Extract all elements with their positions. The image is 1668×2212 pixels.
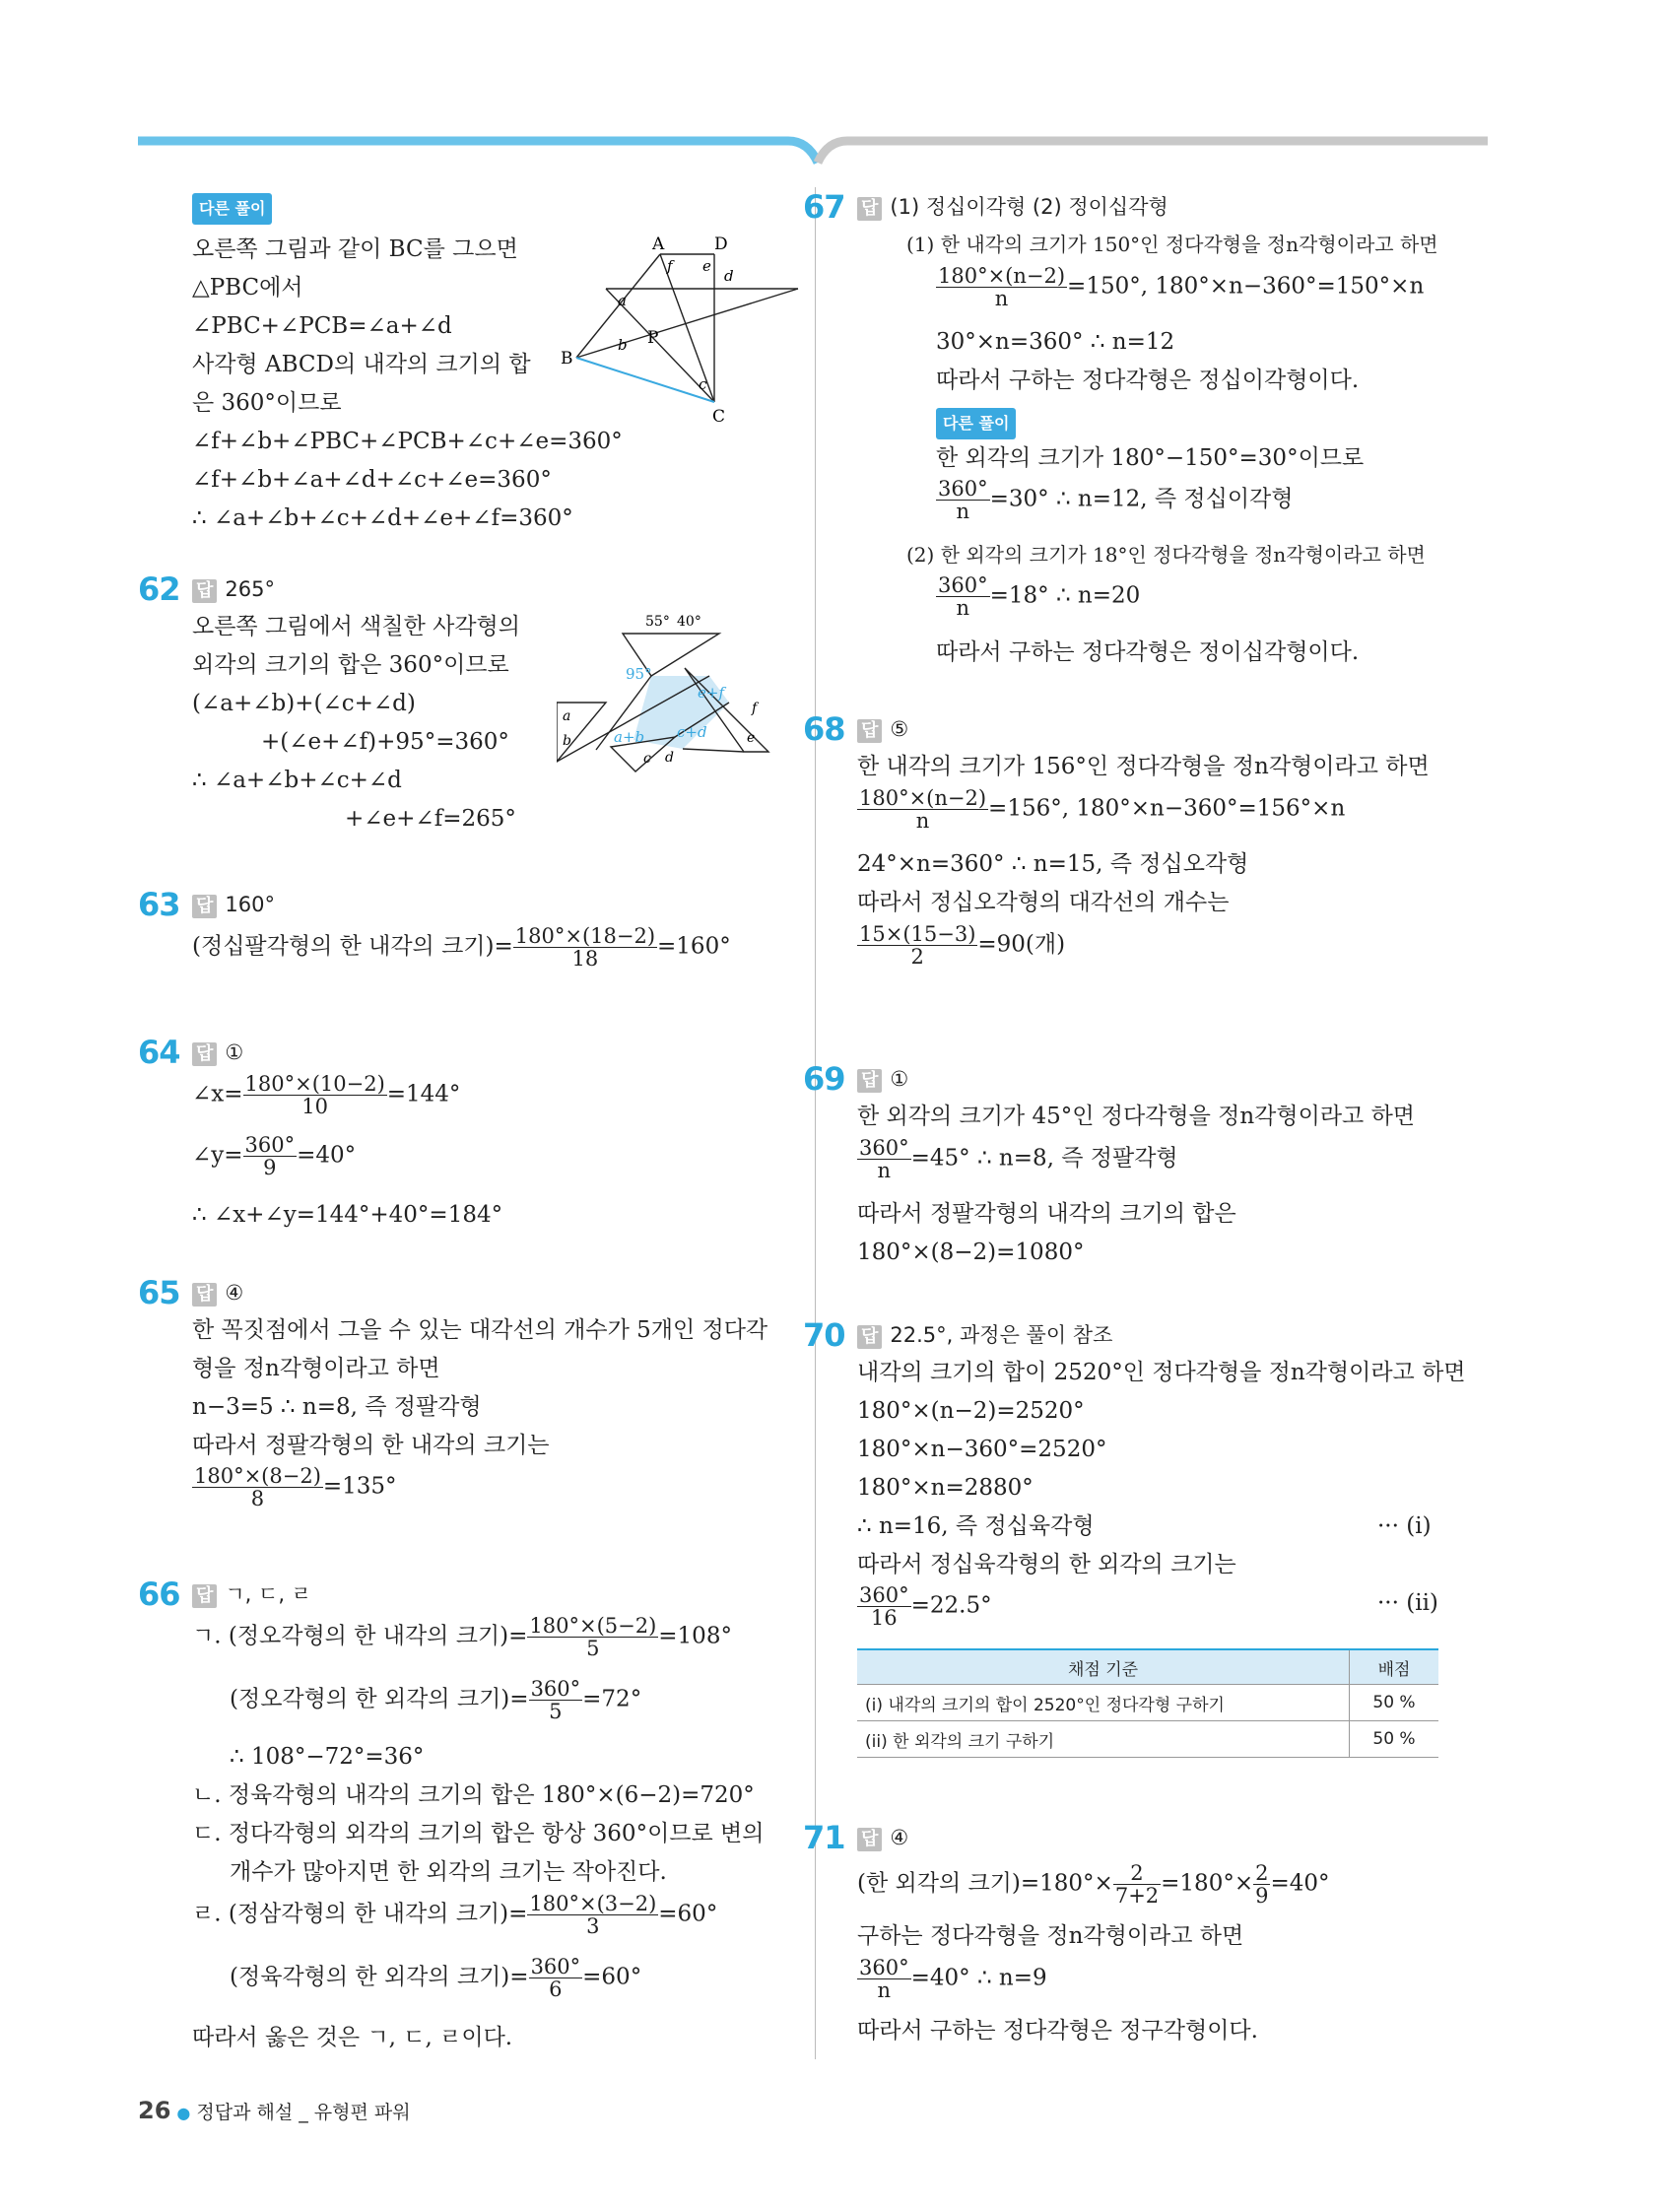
text-line: ㄴ. 정육각형의 내각의 크기의 합은 180°×(6−2)=720° (192, 1782, 755, 1808)
angle-ef: e+f (698, 684, 724, 702)
text-line: 따라서 정십오각형의 대각선의 개수는 (857, 890, 1230, 915)
text-line: 180°×(n−2)=2520° (857, 1398, 1085, 1424)
text-line: ∴ ∠a+∠b+∠c+∠d (192, 768, 402, 793)
lhs: ㄹ. (정삼각형의 한 내각의 크기)= (192, 1901, 528, 1927)
frac-den: 9 (1255, 1884, 1269, 1908)
angle-cd: c+d (677, 723, 707, 741)
text-line: 한 내각의 크기가 156°인 정다각형을 정n각형이라고 하면 (857, 754, 1430, 779)
frac-den: 5 (549, 1700, 563, 1723)
answer-tag: 답 (857, 1069, 882, 1093)
rhs: =40° (1270, 1870, 1330, 1897)
answer-tag: 답 (192, 895, 217, 918)
text-line: 한 꼭짓점에서 그을 수 있는 대각선의 개수가 5개인 정다각 (192, 1317, 768, 1343)
frac-den: 18 (571, 947, 599, 971)
answer: (1) 정십이각형 (2) 정이십각형 (890, 195, 1168, 219)
frac-num: 180°×(3−2) (529, 1892, 657, 1915)
frac-num: 2 (1255, 1861, 1269, 1885)
points-cell: 50 % (1350, 1685, 1439, 1721)
rhs: =40° (297, 1142, 357, 1169)
frac-den: 3 (586, 1914, 600, 1938)
rhs: =135° (322, 1473, 397, 1500)
rhs: =160° (657, 933, 731, 960)
frac-num: 360° (859, 1956, 909, 1979)
alt-solution-tag: 다른 풀이 (936, 408, 1016, 439)
page-number: 26 (138, 2097, 171, 2124)
text-line: 구하는 정다각형을 정n각형이라고 하면 (857, 1923, 1244, 1949)
text-line: 은 360°이므로 (192, 390, 342, 416)
text-line: 외각의 크기의 합은 360°이므로 (192, 652, 509, 678)
rhs: =45° ∴ n=8, 즉 정팔각형 (910, 1145, 1178, 1172)
frac-num: 360° (938, 573, 988, 597)
frac-num: 360° (859, 1583, 909, 1607)
answer: ⑤ (890, 717, 909, 741)
text-line: 한 외각의 크기가 180°−150°=30°이므로 (936, 445, 1365, 471)
angle-f: f (667, 257, 673, 275)
lhs: ∠x= (192, 1081, 243, 1107)
lhs: ㄱ. (정오각형의 한 내각의 크기)= (192, 1623, 528, 1649)
table-row (857, 1685, 1438, 1721)
grading-header-criteria: 채점 기준 (857, 1649, 1350, 1685)
frac-den: 10 (301, 1095, 328, 1118)
rhs: =150°, 180°×n−360°=150°×n (1067, 273, 1425, 300)
label-C: C (712, 407, 726, 427)
problem-number: 66 (138, 1575, 180, 1613)
frac-num: 180°×(n−2) (859, 786, 987, 810)
frac-den: 8 (250, 1487, 265, 1510)
page-footer (138, 2097, 411, 2124)
text-line: 따라서 구하는 정다각형은 정십이각형이다. (936, 368, 1360, 393)
text-line: +(∠e+∠f)+95°=360° (261, 729, 509, 755)
text-line: 내각의 크기의 합이 2520°인 정다각형을 정n각형이라고 하면 (857, 1360, 1466, 1385)
frac-num: 180°×(5−2) (529, 1614, 657, 1638)
frac-num: 360° (530, 1955, 581, 1978)
rhs: =108° (658, 1623, 732, 1649)
text-line: 사각형 ABCD의 내각의 크기의 합 (192, 352, 531, 377)
frac-num: 360° (530, 1677, 581, 1701)
frac-den: n (915, 809, 930, 833)
label-P: P (647, 328, 659, 348)
bullet-icon: ● (176, 2104, 191, 2122)
lhs: ∠y= (192, 1142, 243, 1169)
frac-den: n (994, 287, 1009, 310)
table-row (857, 1721, 1438, 1758)
frac-den: 7+2 (1114, 1884, 1160, 1908)
frac-num: 15×(15−3) (859, 922, 976, 946)
angle-a: a (563, 708, 571, 724)
frac-den: n (956, 596, 970, 620)
text-line: 오른쪽 그림과 같이 BC를 그으면 (192, 236, 518, 262)
text-line: 따라서 옳은 것은 ㄱ, ㄷ, ㄹ이다. (192, 2025, 513, 2050)
frac-num: 180°×(n−2) (938, 264, 1066, 288)
text-line: ∠f+∠b+∠a+∠d+∠c+∠e=360° (192, 467, 552, 493)
angle-a: a (618, 292, 627, 309)
frac-num: 180°×(8−2) (194, 1464, 321, 1488)
problem-number: 62 (138, 570, 180, 608)
answer: ㄱ, ㄷ, ㄹ (225, 1582, 311, 1606)
text-line: (1) 한 내각의 크기가 150°인 정다각형을 정n각형이라고 하면 (906, 233, 1438, 256)
criteria-cell: (i) 내각의 크기의 합이 2520°인 정다각형 구하기 (857, 1685, 1350, 1721)
lhs: (한 외각의 크기)=180°× (857, 1870, 1113, 1897)
text-line: △PBC에서 (192, 275, 303, 301)
text-line: ∴ ∠a+∠b+∠c+∠d+∠e+∠f=360° (192, 505, 573, 531)
problem-number: 70 (803, 1316, 845, 1354)
text-line: ∴ n=16, 즉 정십육각형 (857, 1513, 1095, 1539)
rhs: =60° (582, 1964, 642, 1990)
marker-ii: ··· (ii) (1377, 1590, 1438, 1616)
answer: 22.5°, 과정은 풀이 참조 (890, 1323, 1113, 1347)
rhs: =40° ∴ n=9 (910, 1965, 1047, 1991)
marker-i: ··· (i) (1377, 1513, 1432, 1539)
problem-number: 67 (803, 188, 845, 226)
text-line: ㄷ. 정다각형의 외각의 크기의 합은 항상 360°이므로 변의 (192, 1821, 765, 1846)
column-divider (815, 187, 816, 2059)
figure-61 (557, 230, 803, 427)
angle-55: 55° (645, 614, 670, 630)
frac-den: 16 (870, 1606, 898, 1630)
problem-number: 69 (803, 1060, 845, 1098)
frac-den: n (877, 1978, 892, 2002)
angle-40: 40° (677, 614, 701, 630)
text-line: 180°×n=2880° (857, 1475, 1034, 1501)
answer: ④ (225, 1281, 244, 1305)
answer-tag: 답 (857, 1828, 882, 1851)
figure-62 (557, 604, 783, 791)
text-line: 개수가 많아지면 한 외각의 크기는 작아진다. (230, 1859, 667, 1885)
angle-f: f (752, 701, 758, 716)
text-line: 180°×(8−2)=1080° (857, 1240, 1085, 1265)
answer-tag: 답 (192, 579, 217, 603)
answer-tag: 답 (192, 1584, 217, 1608)
text-line: 따라서 구하는 정다각형은 정이십각형이다. (936, 639, 1360, 665)
text-line: ∴ 108°−72°=36° (230, 1744, 425, 1770)
text-line: 30°×n=360° ∴ n=12 (936, 329, 1175, 355)
lhs: (정십팔각형의 한 내각의 크기)= (192, 933, 513, 960)
criteria-cell: (ii) 한 외각의 크기 구하기 (857, 1721, 1350, 1758)
angle-95: 95° (626, 665, 652, 683)
text-line: +∠e+∠f=265° (345, 806, 516, 832)
angle-c: c (699, 375, 707, 393)
frac-den: n (956, 500, 970, 523)
frac-den: 5 (586, 1637, 600, 1660)
frac-den: 2 (910, 945, 924, 969)
answer: ① (890, 1067, 909, 1091)
frac-num: 360° (938, 477, 988, 501)
text-line: 따라서 정팔각형의 한 내각의 크기는 (192, 1433, 550, 1458)
rhs: =144° (386, 1081, 461, 1107)
label-A: A (652, 235, 665, 254)
answer-tag: 답 (192, 1042, 217, 1066)
rhs: =22.5° (910, 1592, 992, 1619)
lhs: (정육각형의 한 외각의 크기)= (230, 1964, 529, 1990)
problem-number: 64 (138, 1034, 180, 1071)
text-line: (∠a+∠b)+(∠c+∠d) (192, 691, 416, 716)
text-line: (2) 한 외각의 크기가 18°인 정다각형을 정n각형이라고 하면 (906, 543, 1426, 567)
problem-number: 65 (138, 1274, 180, 1311)
mid: =180°× (1161, 1870, 1254, 1897)
angle-c: c (643, 751, 651, 767)
rhs: =90(개) (977, 931, 1066, 958)
problem-number: 68 (803, 710, 845, 748)
angle-ab: a+b (614, 728, 645, 746)
rhs: =60° (658, 1901, 718, 1927)
frac-den: 9 (263, 1156, 277, 1179)
angle-d: d (665, 750, 674, 766)
answer-tag: 답 (857, 1325, 882, 1349)
problem-number: 63 (138, 886, 180, 923)
text-line: 한 외각의 크기가 45°인 정다각형을 정n각형이라고 하면 (857, 1104, 1416, 1129)
answer: ④ (890, 1826, 909, 1849)
answer: 160° (225, 893, 275, 916)
text-line: ∠PBC+∠PCB=∠a+∠d (192, 313, 452, 339)
points-cell: 50 % (1350, 1721, 1439, 1758)
lhs: (정오각형의 한 외각의 크기)= (230, 1686, 529, 1712)
header-band (0, 0, 1668, 168)
rhs: =30° ∴ n=12, 즉 정십이각형 (989, 486, 1294, 512)
rhs: =72° (582, 1686, 642, 1712)
answer-tag: 답 (857, 719, 882, 743)
text-line: 오른쪽 그림에서 색칠한 사각형의 (192, 614, 520, 639)
answer: ① (225, 1040, 244, 1064)
frac-den: 6 (549, 1977, 563, 2001)
text-line: ∠f+∠b+∠PBC+∠PCB+∠c+∠e=360° (192, 429, 623, 454)
frac-num: 180°×(18−2) (514, 924, 656, 948)
text-line: ∴ ∠x+∠y=144°+40°=184° (192, 1202, 503, 1228)
text-line: 형을 정n각형이라고 하면 (192, 1356, 440, 1381)
text-line: 따라서 구하는 정다각형은 정구각형이다. (857, 2018, 1258, 2044)
frac-den: n (877, 1159, 892, 1182)
frac-num: 2 (1113, 1862, 1161, 1885)
answer-tag: 답 (192, 1283, 217, 1307)
answer-tag: 답 (857, 197, 882, 221)
angle-e: e (747, 730, 756, 746)
alt-solution-tag: 다른 풀이 (192, 193, 272, 225)
angle-b: b (618, 336, 628, 354)
text-line: 따라서 정팔각형의 내각의 크기의 합은 (857, 1201, 1236, 1227)
rhs: =18° ∴ n=20 (989, 582, 1141, 609)
frac-num: 180°×(10−2) (244, 1072, 385, 1096)
grading-table (857, 1648, 1438, 1758)
answer: 265° (225, 577, 275, 601)
rhs: =156°, 180°×n−360°=156°×n (988, 795, 1346, 822)
grading-header-points: 배점 (1350, 1649, 1439, 1685)
label-D: D (714, 235, 728, 254)
angle-e: e (702, 257, 711, 275)
angle-d: d (724, 267, 734, 285)
text-line: n−3=5 ∴ n=8, 즉 정팔각형 (192, 1394, 482, 1420)
frac-num: 360° (859, 1136, 909, 1160)
text-line: 따라서 정십육각형의 한 외각의 크기는 (857, 1552, 1236, 1577)
text-line: 24°×n=360° ∴ n=15, 즉 정십오각형 (857, 851, 1249, 877)
text-line: 180°×n−360°=2520° (857, 1437, 1107, 1462)
frac-num: 360° (244, 1133, 296, 1157)
problem-number: 71 (803, 1819, 845, 1856)
footer-title: 정답과 해설 _ 유형편 파워 (196, 2102, 411, 2123)
angle-b: b (563, 733, 571, 749)
label-B: B (561, 349, 573, 369)
